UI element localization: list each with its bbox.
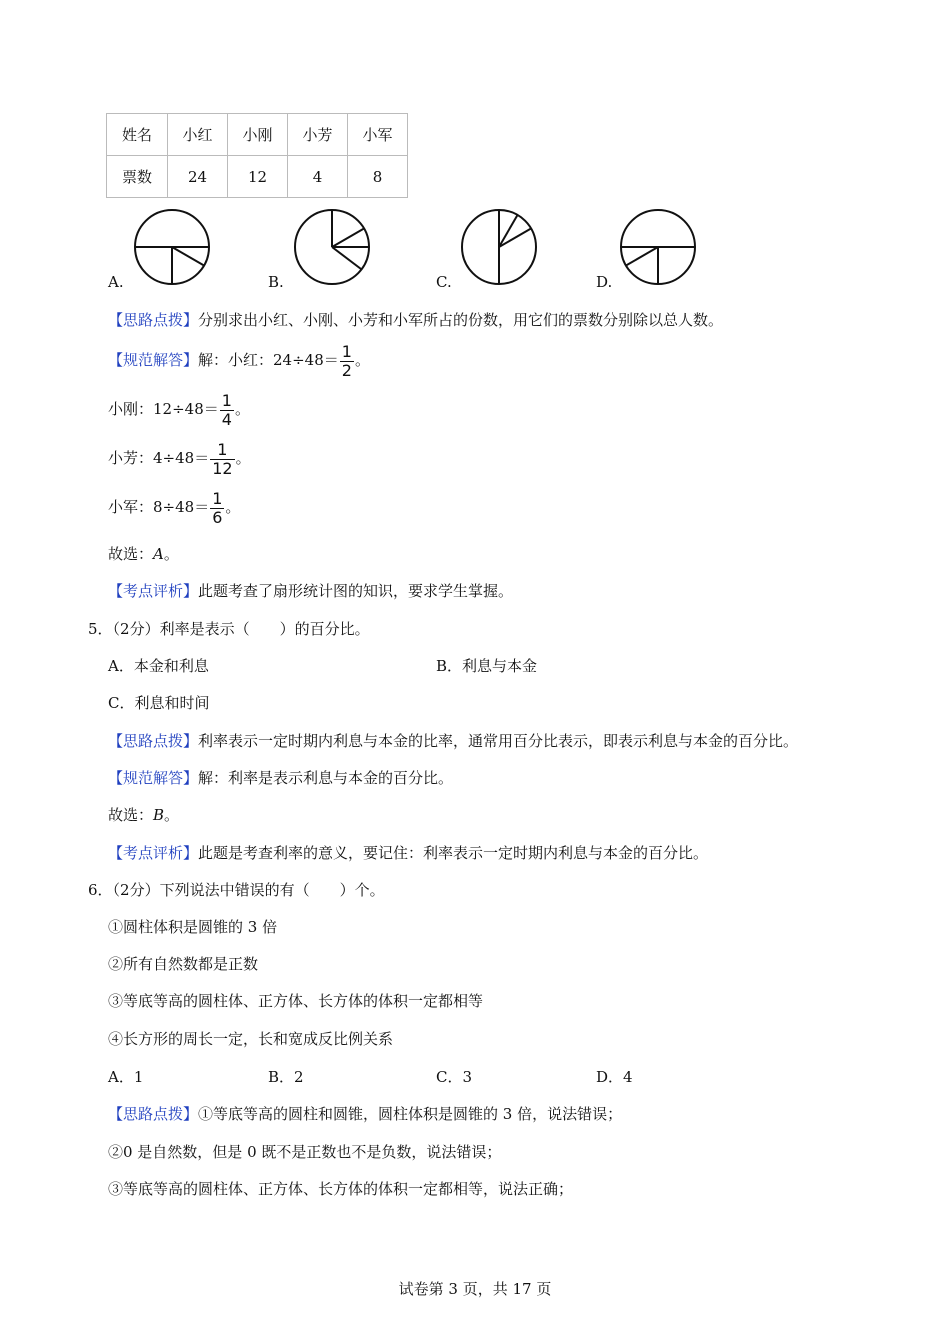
hint-tag: 【思路点拨】 xyxy=(108,732,199,750)
hint-text: 分别求出小红、小刚、小芳和小军所占的份数，用它们的票数分别除以总人数。 xyxy=(198,311,724,329)
option-d-label: D. xyxy=(596,273,613,291)
q6-option-b: B．2 xyxy=(268,1068,304,1086)
q5-option-a: A．本金和利息 xyxy=(108,657,209,675)
q5-hint: 【思路点拨】利率表示一定时期内利息与本金的比率，通常用百分比表示，即表示利息与本金的百分比。 xyxy=(108,732,799,750)
option-c-label: C. xyxy=(436,273,452,291)
q4-line-xiaofang: 小芳：4÷48＝ $\frac{1}{12}$ 。 xyxy=(108,439,251,478)
q4-choose: 故选：A。 xyxy=(108,545,179,563)
pie-option-a xyxy=(132,207,212,287)
fraction: $\frac{1}{4}$ xyxy=(221,390,232,429)
q6-item-3: ③等底等高的圆柱体、正方体、长方体的体积一定都相等 xyxy=(108,992,484,1010)
option-b-label: B. xyxy=(268,273,284,291)
q6-option-c: C．3 xyxy=(436,1068,473,1086)
pie-option-d xyxy=(618,207,698,287)
table-cell: 小刚 xyxy=(228,114,288,156)
table-row xyxy=(107,156,408,198)
answer-text: 解：小红：24÷48＝ xyxy=(198,351,339,369)
table-cell: 12 xyxy=(228,156,288,198)
fraction: $\frac{1}{12}$ xyxy=(212,439,233,478)
table-cell: 24 xyxy=(168,156,228,198)
table-cell: 票数 xyxy=(107,156,168,198)
table-cell: 小红 xyxy=(168,114,228,156)
pie-option-c xyxy=(459,207,539,287)
table-cell: 8 xyxy=(348,156,408,198)
option-a-label: A. xyxy=(108,273,124,291)
hint-tag: 【思路点拨】 xyxy=(108,1105,199,1123)
answer-tag: 【规范解答】 xyxy=(108,351,199,369)
table-cell: 小军 xyxy=(348,114,408,156)
vote-table xyxy=(106,113,408,198)
q4-hint xyxy=(108,310,723,330)
q6-option-a: A．1 xyxy=(108,1068,144,1086)
q4-line-xiaojun: 小军：8÷48＝ $\frac{1}{6}$ 。 xyxy=(108,488,241,527)
q4-answer: 【规范解答】解：小红：24÷48＝ $\frac{1}{2}$ 。 xyxy=(108,341,370,380)
analysis-tag: 【考点评析】 xyxy=(108,582,199,600)
answer-tag: 【规范解答】 xyxy=(108,769,199,787)
q4-line-xiaogang: 小刚：12÷48＝ $\frac{1}{4}$ 。 xyxy=(108,390,250,429)
q6-item-4: ④长方形的周长一定，长和宽成反比例关系 xyxy=(108,1030,394,1048)
q5-option-b: B．利息与本金 xyxy=(436,657,538,675)
fraction: $\frac{1}{2}$ xyxy=(341,341,352,380)
q5-analysis: 【考点评析】此题是考查利率的意义，要记住：利率表示一定时期内利息与本金的百分比。 xyxy=(108,844,709,862)
q5-option-c: C．利息和时间 xyxy=(108,694,210,712)
table-cell: 小芳 xyxy=(288,114,348,156)
table-row xyxy=(107,114,408,156)
hint-tag: 【思路点拨】 xyxy=(108,311,199,329)
q6-stem: 6．（2分）下列说法中错误的有（ ）个。 xyxy=(88,881,385,899)
q5-stem: 5．（2分）利率是表示（ ）的百分比。 xyxy=(88,620,370,638)
q6-item-1: ①圆柱体积是圆锥的 3 倍 xyxy=(108,918,278,936)
analysis-tag: 【考点评析】 xyxy=(108,844,199,862)
q6-option-d: D．4 xyxy=(596,1068,633,1086)
page-footer: 试卷第 3 页，共 17 页 xyxy=(398,1280,552,1298)
pie-option-b xyxy=(292,207,372,287)
q6-hint: 【思路点拨】①等底等高的圆柱和圆锥，圆柱体积是圆锥的 3 倍，说法错误； xyxy=(108,1105,623,1123)
table-cell: 4 xyxy=(288,156,348,198)
q5-answer: 【规范解答】解：利率是表示利息与本金的百分比。 xyxy=(108,769,454,787)
fraction: $\frac{1}{6}$ xyxy=(212,488,223,527)
q5-choose: 故选：B。 xyxy=(108,806,180,824)
q6-item-2: ②所有自然数都是正数 xyxy=(108,955,259,973)
table-cell: 姓名 xyxy=(107,114,168,156)
q6-hint-line-3: ③等底等高的圆柱体、正方体、长方体的体积一定都相等，说法正确； xyxy=(108,1180,574,1198)
q6-hint-line-2: ②0 是自然数，但是 0 既不是正数也不是负数，说法错误； xyxy=(108,1143,502,1161)
q4-analysis: 【考点评析】此题考查了扇形统计图的知识，要求学生掌握。 xyxy=(108,582,514,600)
